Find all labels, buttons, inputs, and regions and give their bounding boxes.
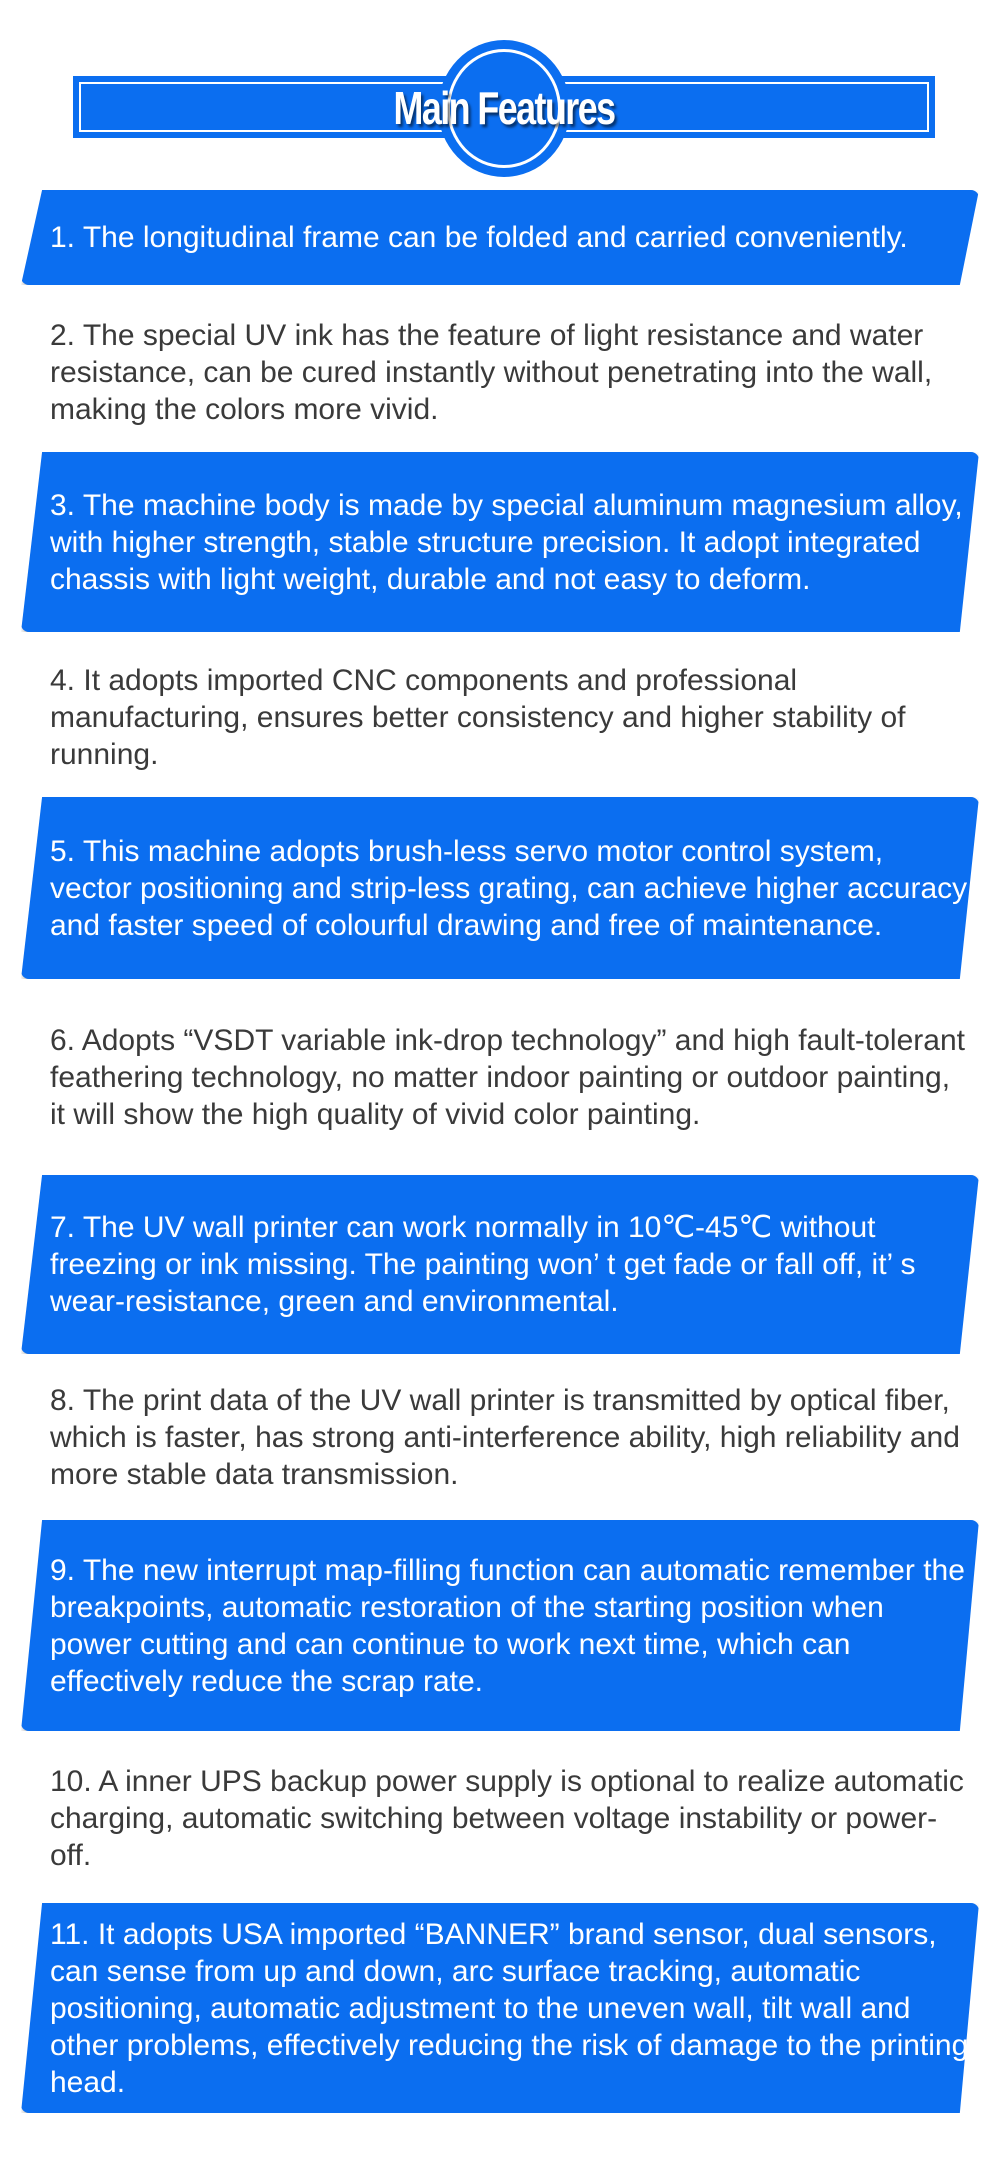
page-title: Main Features bbox=[393, 82, 615, 134]
feature-item-11 bbox=[0, 1903, 1000, 2113]
feature-item-5 bbox=[0, 797, 1000, 979]
feature-item-2 bbox=[0, 317, 1000, 428]
feature-text: 9. The new interrupt map-filling function can automatic remember the breakpoints, automatic restoration of the starting position when power cutting and can continue to work next time, which can effectively reduce the scrap rate. bbox=[50, 1553, 965, 1698]
feature-item-4 bbox=[0, 662, 1000, 772]
feature-text: 2. The special UV ink has the feature of light resistance and water resistance, can be cured instantly without penetrating into the wall, making the colors more vivid. bbox=[50, 319, 933, 426]
feature-text: 5. This machine adopts brush-less servo motor control system, vector positioning and strip-less grating, can achieve higher accuracy and faster speed of colourful drawing and free of maintenance. bbox=[50, 834, 968, 942]
feature-item-7 bbox=[0, 1175, 1000, 1354]
feature-text: 6. Adopts “VSDT variable ink-drop technology” and high fault-tolerant feathering technology, no matter indoor painting or outdoor painting, it will show the high quality of vivid color painting. bbox=[50, 1024, 965, 1131]
feature-text: 3. The machine body is made by special aluminum magnesium alloy, with higher strength, stable structure precision. It adopt integrated chassis with light weight, durable and not easy to deform. bbox=[50, 488, 963, 596]
feature-text: 8. The print data of the UV wall printer is transmitted by optical fiber, which is faster, has strong anti-interference ability, high reliability and more stable data transmission. bbox=[50, 1384, 960, 1491]
feature-text: 7. The UV wall printer can work normally in 10℃-45℃ without freezing or ink missing. The painting won’ t get fade or fall off, it’ s wear-resistance, green and environmental. bbox=[50, 1211, 916, 1318]
feature-item-6 bbox=[0, 1004, 1000, 1151]
feature-text: 4. It adopts imported CNC components and professional manufacturing, ensures better consistency and higher stability of running. bbox=[50, 663, 906, 771]
feature-text: 10. A inner UPS backup power supply is optional to realize automatic charging, automatic switching between voltage instability or power-off. bbox=[50, 1765, 964, 1872]
feature-item-3 bbox=[0, 452, 1000, 632]
feature-item-1 bbox=[0, 190, 1000, 285]
feature-text: 11. It adopts USA imported “BANNER” brand sensor, dual sensors, can sense from up and down, arc surface tracking, automatic positioning, automatic adjustment to the uneven wall, tilt wall and other problems, effectively reducing the risk of damage to the printing head. bbox=[50, 1917, 969, 2099]
feature-text: 1. The longitudinal frame can be folded and carried conveniently. bbox=[50, 221, 908, 254]
feature-item-8 bbox=[0, 1379, 1000, 1496]
feature-item-9 bbox=[0, 1520, 1000, 1731]
feature-item-10 bbox=[0, 1761, 1000, 1876]
